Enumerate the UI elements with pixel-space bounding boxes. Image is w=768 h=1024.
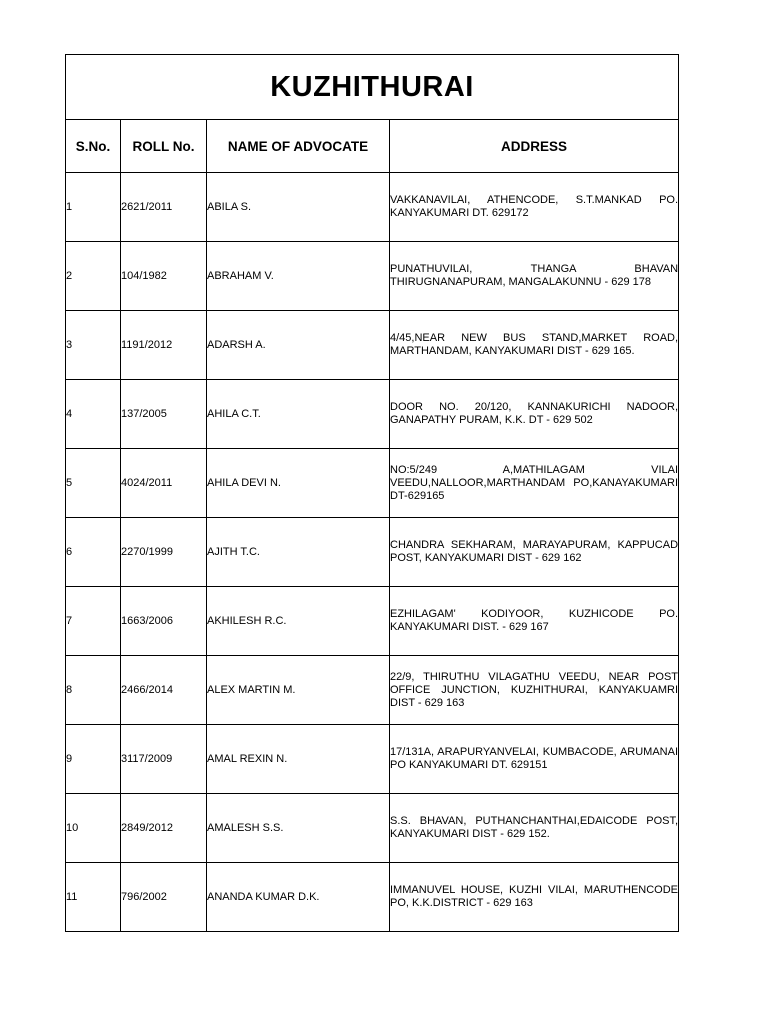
cell-roll: 3117/2009	[121, 725, 207, 794]
table-row	[66, 656, 679, 725]
cell-sno: 1	[66, 173, 121, 242]
header-sno: S.No.	[66, 120, 121, 173]
cell-roll: 4024/2011	[121, 449, 207, 518]
cell-address: PUNATHUVILAI, THANGA BHAVAN THIRUGNANAPURAM, MANGALAKUNNU - 629 178	[390, 242, 679, 311]
cell-name: ADARSH A.	[207, 311, 390, 380]
header-address: ADDRESS	[390, 120, 679, 173]
cell-name: AKHILESH R.C.	[207, 587, 390, 656]
cell-name: ABRAHAM V.	[207, 242, 390, 311]
cell-name: ABILA S.	[207, 173, 390, 242]
header-roll: ROLL No.	[121, 120, 207, 173]
page-title: KUZHITHURAI	[66, 55, 679, 120]
cell-roll: 1663/2006	[121, 587, 207, 656]
cell-address: VAKKANAVILAI, ATHENCODE, S.T.MANKAD PO. KANYAKUMARI DT. 629172	[390, 173, 679, 242]
table-row	[66, 173, 679, 242]
cell-name: AMAL REXIN N.	[207, 725, 390, 794]
cell-sno: 8	[66, 656, 121, 725]
cell-sno: 2	[66, 242, 121, 311]
table-row	[66, 449, 679, 518]
cell-name: AHILA C.T.	[207, 380, 390, 449]
cell-name: AMALESH S.S.	[207, 794, 390, 863]
cell-sno: 11	[66, 863, 121, 932]
cell-roll: 104/1982	[121, 242, 207, 311]
advocate-table	[65, 54, 679, 932]
cell-address: S.S. BHAVAN, PUTHANCHANTHAI,EDAICODE POST, KANYAKUMARI DIST - 629 152.	[390, 794, 679, 863]
cell-sno: 6	[66, 518, 121, 587]
cell-roll: 137/2005	[121, 380, 207, 449]
cell-name: ALEX MARTIN M.	[207, 656, 390, 725]
cell-roll: 796/2002	[121, 863, 207, 932]
cell-sno: 4	[66, 380, 121, 449]
cell-name: AHILA DEVI N.	[207, 449, 390, 518]
table-row	[66, 518, 679, 587]
title-row	[66, 55, 679, 120]
cell-address: 17/131A, ARAPURYANVELAI, KUMBACODE, ARUMANAI PO KANYAKUMARI DT. 629151	[390, 725, 679, 794]
cell-address: NO:5/249 A,MATHILAGAM VILAI VEEDU,NALLOOR,MARTHANDAM PO,KANAYAKUMARI DT-629165	[390, 449, 679, 518]
cell-sno: 10	[66, 794, 121, 863]
header-name: NAME OF ADVOCATE	[207, 120, 390, 173]
header-row	[66, 120, 679, 173]
cell-roll: 2849/2012	[121, 794, 207, 863]
table-row	[66, 311, 679, 380]
cell-name: AJITH T.C.	[207, 518, 390, 587]
cell-sno: 5	[66, 449, 121, 518]
cell-sno: 3	[66, 311, 121, 380]
cell-address: CHANDRA SEKHARAM, MARAYAPURAM, KAPPUCAD POST, KANYAKUMARI DIST - 629 162	[390, 518, 679, 587]
cell-address: DOOR NO. 20/120, KANNAKURICHI NADOOR, GANAPATHY PURAM, K.K. DT - 629 502	[390, 380, 679, 449]
table-row	[66, 863, 679, 932]
table-row	[66, 242, 679, 311]
cell-sno: 9	[66, 725, 121, 794]
cell-sno: 7	[66, 587, 121, 656]
cell-address: 4/45,NEAR NEW BUS STAND,MARKET ROAD, MARTHANDAM, KANYAKUMARI DIST - 629 165.	[390, 311, 679, 380]
table-row	[66, 587, 679, 656]
cell-address: 22/9, THIRUTHU VILAGATHU VEEDU, NEAR POST OFFICE JUNCTION, KUZHITHURAI, KANYAKUAMRI DIST - 629 163	[390, 656, 679, 725]
table-row	[66, 725, 679, 794]
table-row	[66, 794, 679, 863]
table-row	[66, 380, 679, 449]
cell-roll: 2466/2014	[121, 656, 207, 725]
cell-address: IMMANUVEL HOUSE, KUZHI VILAI, MARUTHENCODE PO, K.K.DISTRICT - 629 163	[390, 863, 679, 932]
cell-address: EZHILAGAM' KODIYOOR, KUZHICODE PO. KANYAKUMARI DIST. - 629 167	[390, 587, 679, 656]
cell-roll: 2621/2011	[121, 173, 207, 242]
cell-roll: 1191/2012	[121, 311, 207, 380]
cell-roll: 2270/1999	[121, 518, 207, 587]
cell-name: ANANDA KUMAR D.K.	[207, 863, 390, 932]
